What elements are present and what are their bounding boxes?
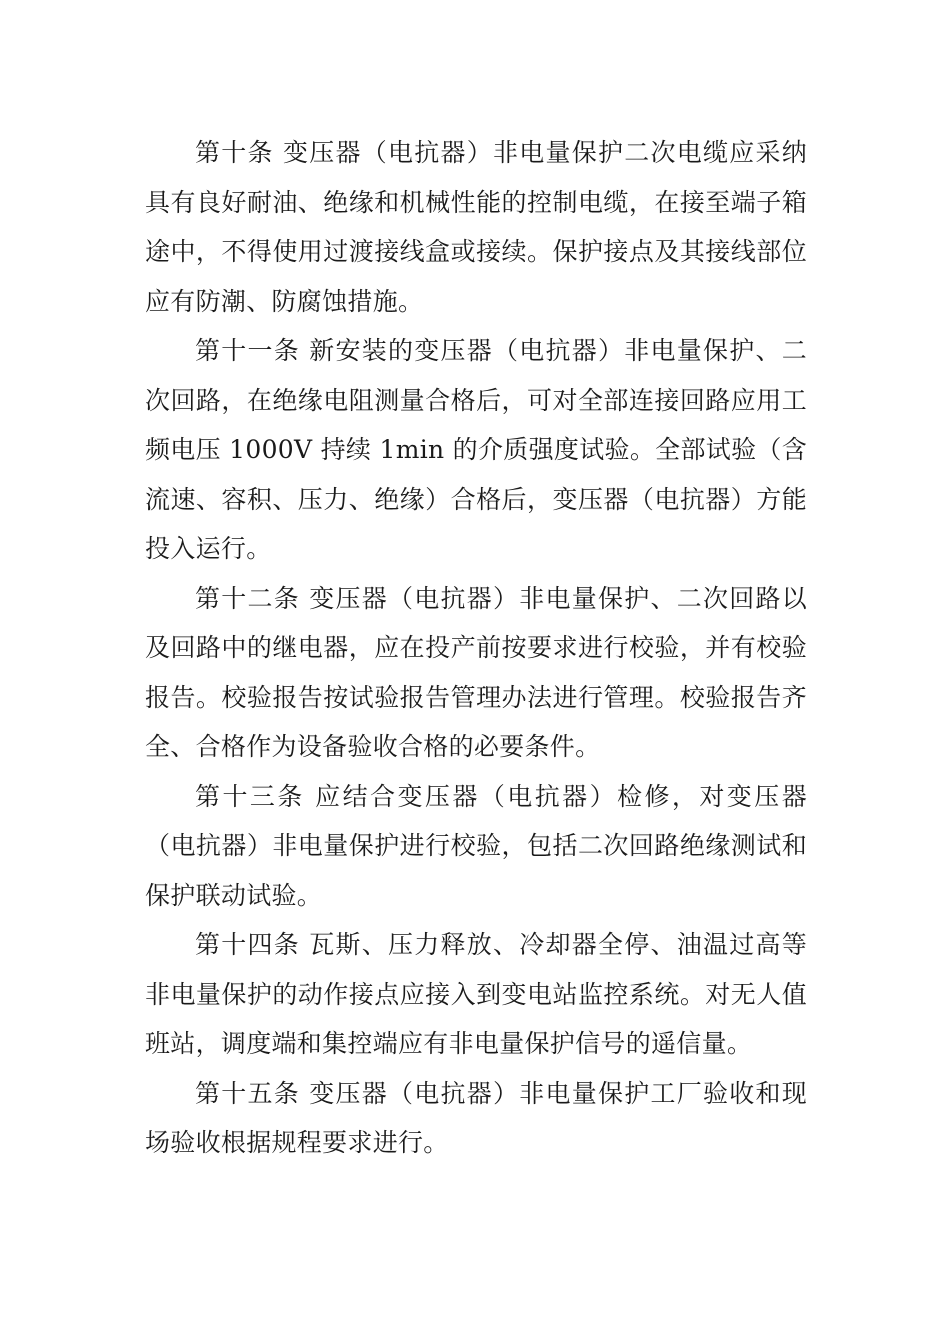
article-13-paragraph: 第十三条 应结合变压器（电抗器）检修，对变压器（电抗器）非电量保护进行校验，包括二次回路绝缘测试和保护联动试验。 (145, 781, 807, 910)
article-14-paragraph: 第十四条 瓦斯、压力释放、冷却器全停、油温过高等非电量保护的动作接点应接入到变电站监控系统。对无人值班站，调度端和集控端应有非电量保护信号的遥信量。 (145, 930, 807, 1058)
article-11-paragraph: 第十一条 新安装的变压器（电抗器）非电量保护、二次回路，在绝缘电阻测量合格后，可对全部连接回路应用工频电压 1000V 持续 1min 的介质强度试验。全部试验（含流速、容积、压力、绝缘）合格后，变压器（电抗器）方能投入运行。 (145, 336, 807, 563)
article-12-paragraph: 第十二条 变压器（电抗器）非电量保护、二次回路以及回路中的继电器，应在投产前按要求进行校验，并有校验报告。校验报告按试验报告管理办法进行管理。校验报告齐全、合格作为设备验收合格的必要条件。 (145, 583, 807, 761)
article-10-paragraph: 第十条 变压器（电抗器）非电量保护二次电缆应采纳具有良好耐油、绝缘和机械性能的控制电缆，在接至端子箱途中，不得使用过渡接线盒或接续。保护接点及其接线部位应有防潮、防腐蚀措施。 (145, 138, 807, 316)
document-body (145, 128, 807, 1168)
article-15-paragraph: 第十五条 变压器（电抗器）非电量保护工厂验收和现场验收根据规程要求进行。 (145, 1078, 807, 1157)
